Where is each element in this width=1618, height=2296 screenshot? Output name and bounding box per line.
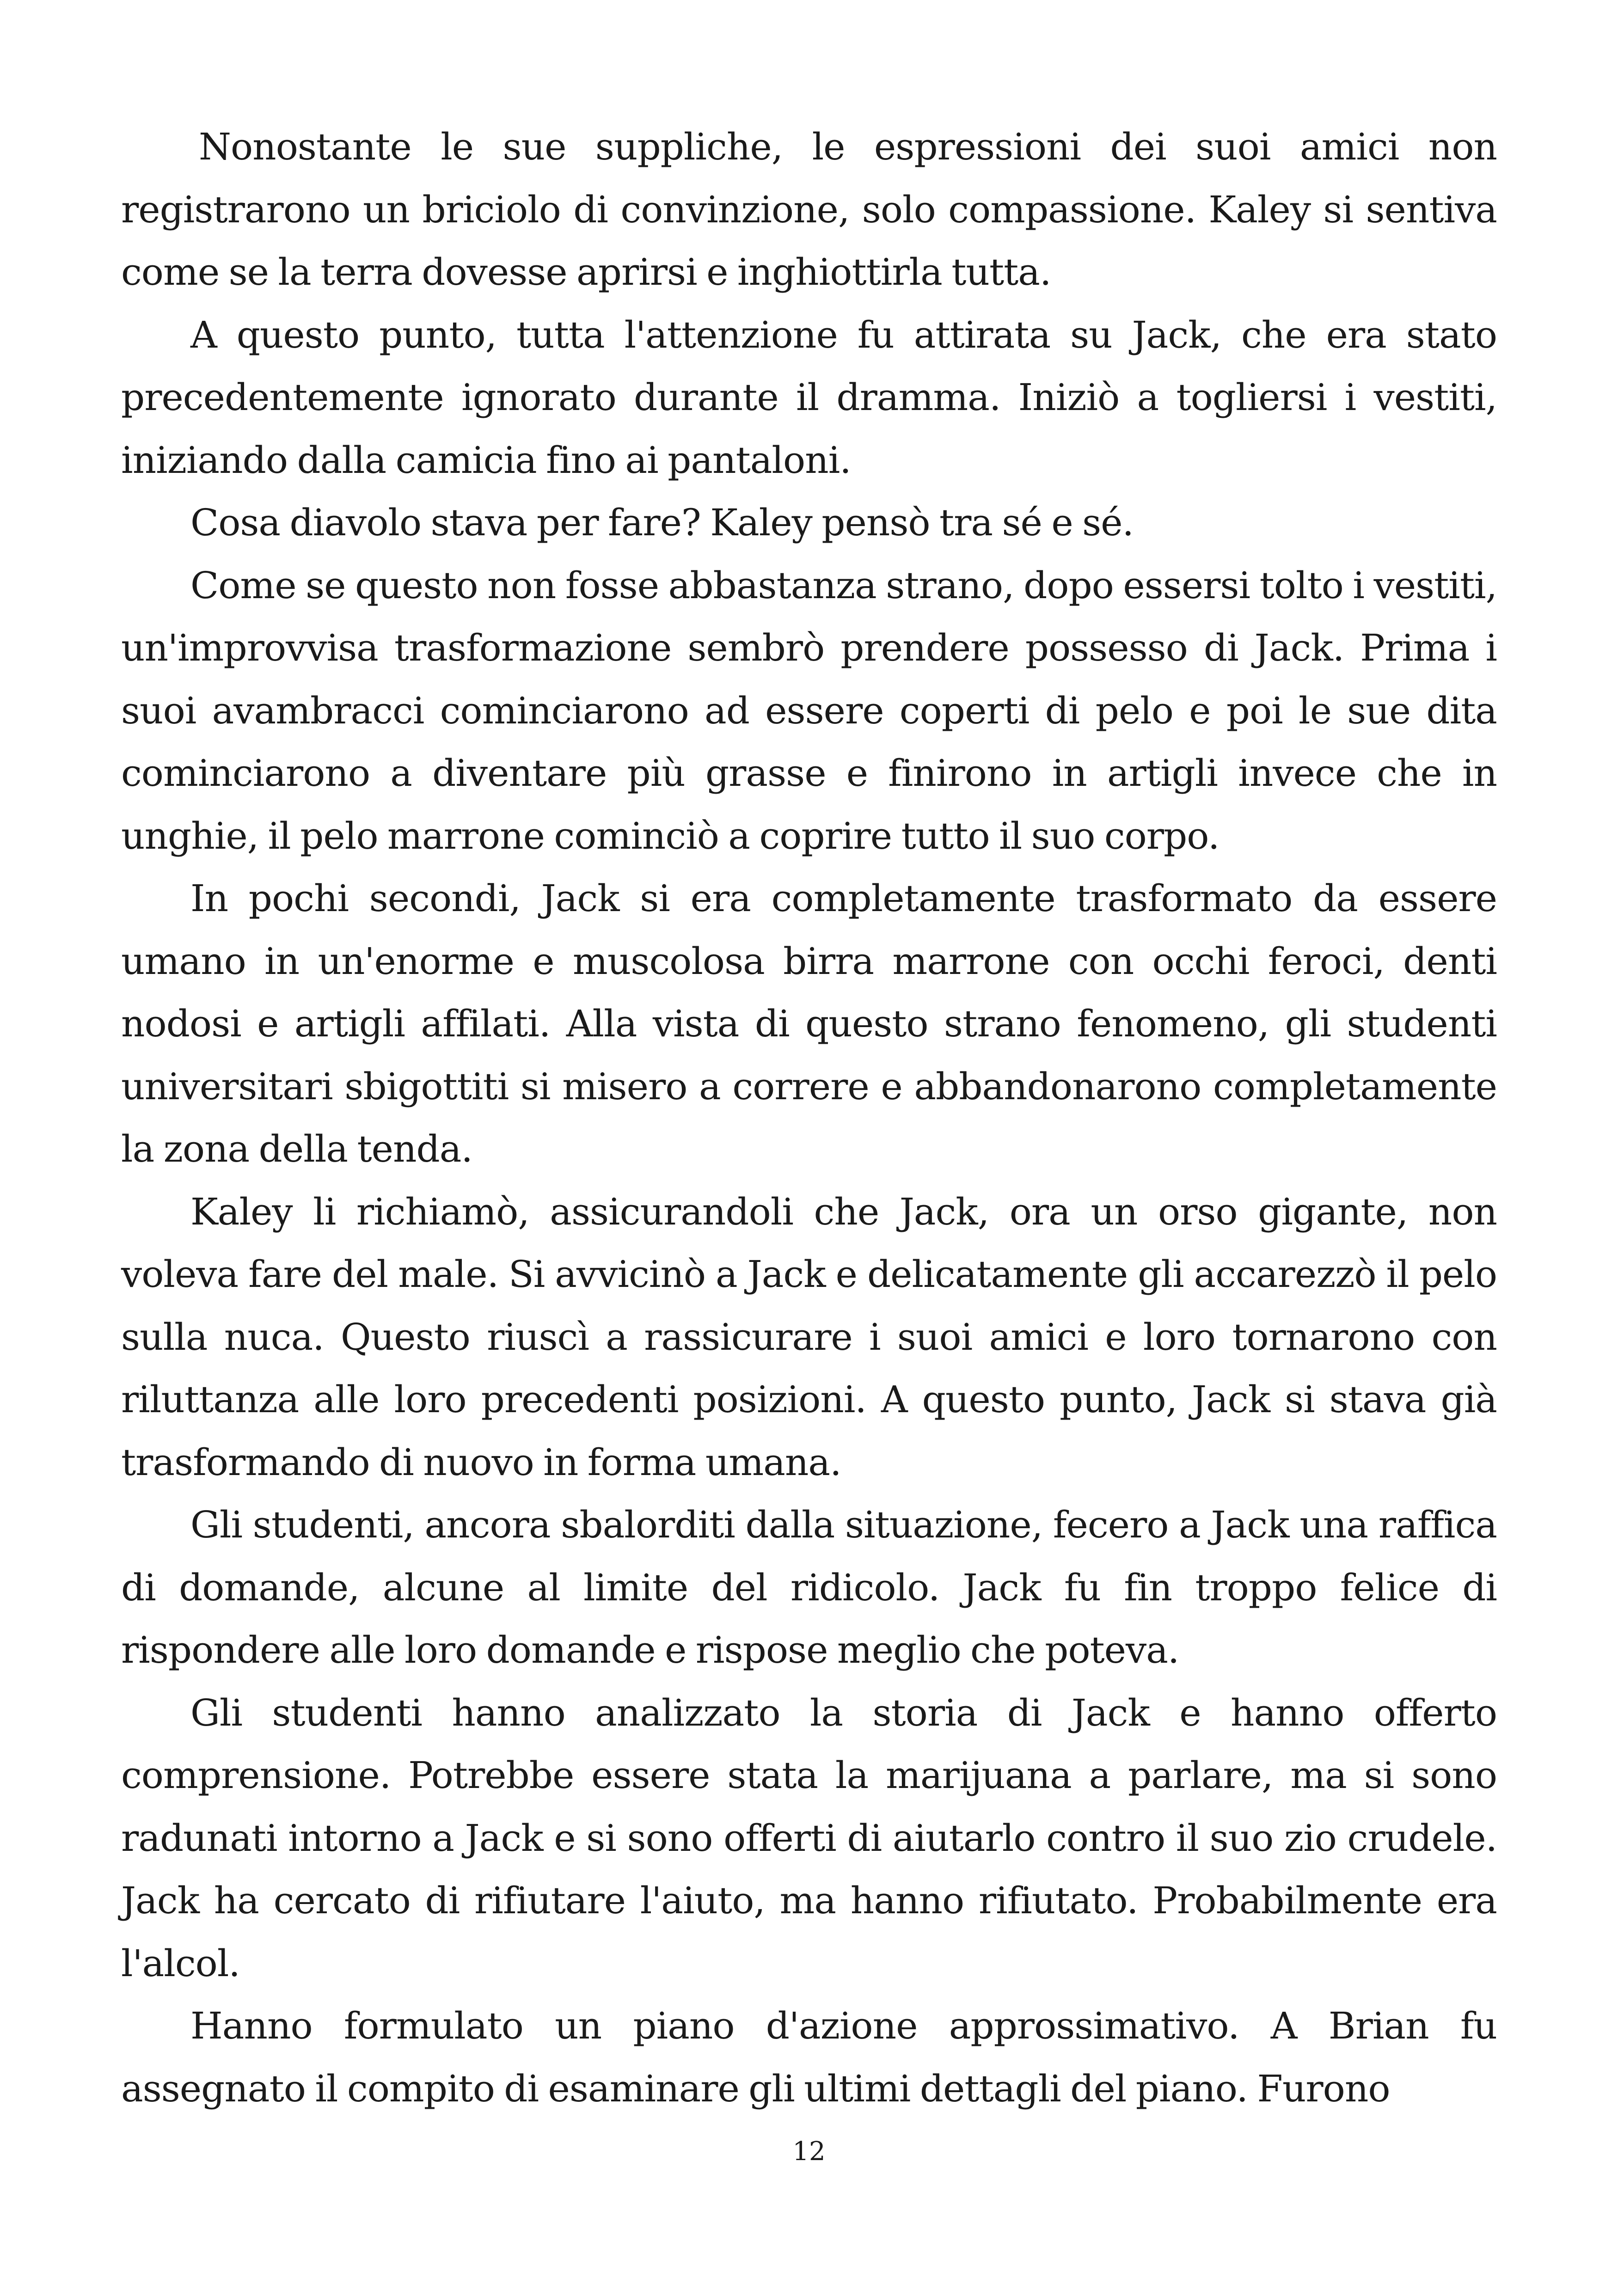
paragraph-6: Kaley li richiamò, assicurandoli che Jack, ora un orso gigante, non voleva fare del male. Si avvicinò a Jack e delicatamente gli accarezzò il pelo sulla nuca. Questo riuscì a rassicurare i suoi amici e loro tornarono con riluttanza alle loro precedenti posizioni. A questo punto, Jack si stava già trasformando di nuovo in forma umana.: [121, 1190, 1497, 1484]
body-text: [121, 116, 1497, 2120]
paragraph-2: A questo punto, tutta l'attenzione fu attirata su Jack, che era stato precedentemente ignorato durante il dramma. Iniziò a togliersi i vestiti, iniziando dalla camicia fino ai pantaloni.: [121, 313, 1497, 482]
paragraph-8: Gli studenti hanno analizzato la storia di Jack e hanno offerto comprensione. Potrebbe essere stata la marijuana a parlare, ma si sono radunati intorno a Jack e si sono offerti di aiutarlo contro il suo zio crudele. Jack ha cercato di rifiutare l'aiuto, ma hanno rifiutato. Probabilmente era l'alcol.: [121, 1691, 1497, 1985]
paragraph-3: Cosa diavolo stava per fare? Kaley pensò tra sé e sé.: [190, 501, 1134, 544]
paragraph-7: Gli studenti, ancora sbalorditi dalla situazione, fecero a Jack una raffica di domande, alcune al limite del ridicolo. Jack fu fin troppo felice di rispondere alle loro domande e rispose meglio che poteva.: [121, 1503, 1497, 1671]
paragraph-5: In pochi secondi, Jack si era completamente trasformato da essere umano in un'enorme e muscolosa birra marrone con occhi feroci, denti nodosi e artigli affilati. Alla vista di questo strano fenomeno, gli studenti universitari sbigottiti si misero a correre e abbandonarono completamente la zona della tenda.: [121, 877, 1497, 1170]
paragraph-4: Come se questo non fosse abbastanza strano, dopo essersi tolto i vestiti, un'improvvisa trasformazione sembrò prendere possesso di Jack. Prima i suoi avambracci cominciarono ad essere coperti di pelo e poi le sue dita cominciarono a diventare più grasse e finirono in artigli invece che in unghie, il pelo marrone cominciò a coprire tutto il suo corpo.: [121, 563, 1497, 857]
paragraph-9: Hanno formulato un piano d'azione approssimativo. A Brian fu assegnato il compito di esaminare gli ultimi dettagli del piano. Furono: [121, 2004, 1497, 2110]
page-number: 12: [792, 2137, 826, 2167]
paragraph-1: Nonostante le sue suppliche, le espressioni dei suoi amici non registrarono un briciolo di convinzione, solo compassione. Kaley si sentiva come se la terra dovesse aprirsi e inghiottirla tutta.: [121, 125, 1497, 294]
